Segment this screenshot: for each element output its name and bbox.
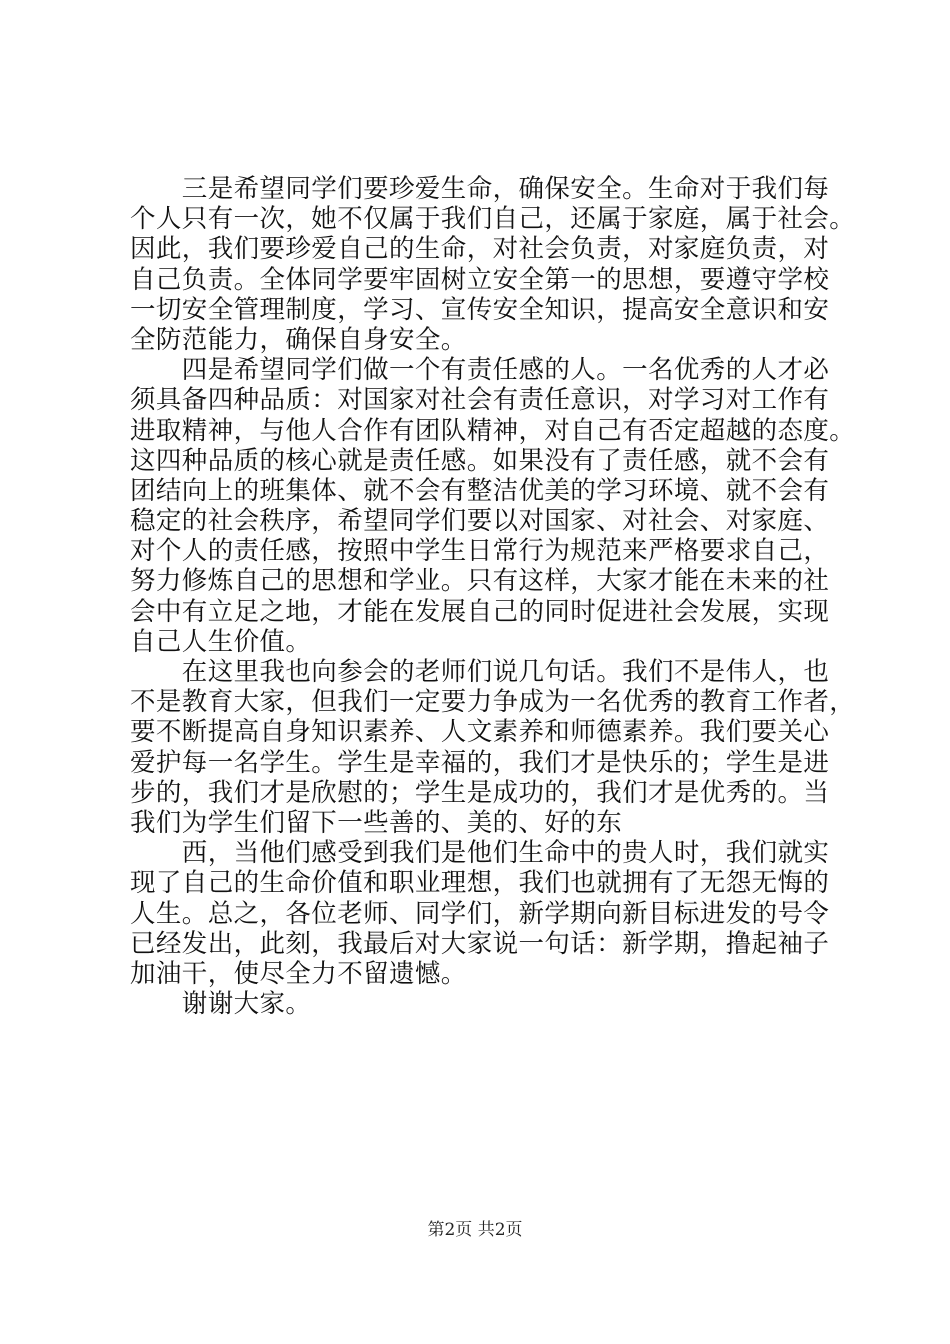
- text-line: 这四种品质的核心就是责任感。如果没有了责任感，就不会有: [130, 445, 830, 476]
- text-line: 西，当他们感受到我们是他们生命中的贵人时，我们就实: [130, 838, 830, 869]
- text-line: 须具备四种品质：对国家对社会有责任意识，对学习对工作有: [130, 385, 830, 416]
- text-line: 一切安全管理制度，学习、宣传安全知识，提高安全意识和安: [130, 294, 830, 325]
- text-line: 爱护每一名学生。学生是幸福的，我们才是快乐的；学生是进: [130, 747, 830, 778]
- text-line: 我们为学生们留下一些善的、美的、好的东: [130, 807, 623, 838]
- text-line: 已经发出，此刻，我最后对大家说一句话：新学期，撸起袖子: [130, 928, 830, 959]
- text-line: 在这里我也向参会的老师们说几句话。我们不是伟人，也: [130, 657, 830, 687]
- text-line: 进取精神，与他人合作有团队精神，对自己有否定超越的态度。: [130, 415, 856, 446]
- text-line: 因此，我们要珍爱自己的生命，对社会负责，对家庭负责，对: [130, 234, 830, 265]
- text-line: 现了自己的生命价值和职业理想，我们也就拥有了无怨无悔的: [130, 868, 830, 899]
- text-line: 加油干，使尽全力不留遗憾。: [130, 958, 467, 989]
- text-line: 三是希望同学们要珍爱生命，确保安全。生命对于我们每: [130, 174, 830, 204]
- text-line: 四是希望同学们做一个有责任感的人。一名优秀的人才必: [130, 355, 830, 386]
- text-line: 要不断提高自身知识素养、人文素养和师德素养。我们要关心: [130, 717, 830, 748]
- text-line: 自己人生价值。: [130, 626, 312, 657]
- text-line: 稳定的社会秩序，希望同学们要以对国家、对社会、对家庭、: [130, 506, 830, 537]
- text-line: 全防范能力，确保自身安全。: [130, 324, 467, 355]
- text-line: 人生。总之，各位老师、同学们，新学期向新目标进发的号令: [130, 898, 830, 929]
- text-line: 会中有立足之地，才能在发展自己的同时促进社会发展，实现: [130, 596, 830, 627]
- text-line: 个人只有一次，她不仅属于我们自己，还属于家庭，属于社会。: [130, 204, 856, 235]
- text-line: 步的，我们才是欣慰的；学生是成功的，我们才是优秀的。当: [130, 777, 830, 808]
- text-line: 努力修炼自己的思想和学业。只有这样，大家才能在未来的社: [130, 566, 830, 597]
- text-line: 对个人的责任感，按照中学生日常行为规范来严格要求自己，: [130, 536, 830, 567]
- text-line: 不是教育大家，但我们一定要力争成为一名优秀的教育工作者，: [130, 687, 856, 718]
- text-line: 自己负责。全体同学要牢固树立安全第一的思想，要遵守学校: [130, 264, 830, 295]
- text-line: 谢谢大家。: [130, 989, 312, 1020]
- page-footer: 第2页 共2页: [427, 1220, 523, 1240]
- text-line: 团结向上的班集体、就不会有整洁优美的学习环境、就不会有: [130, 475, 830, 506]
- body-text: [130, 174, 856, 1020]
